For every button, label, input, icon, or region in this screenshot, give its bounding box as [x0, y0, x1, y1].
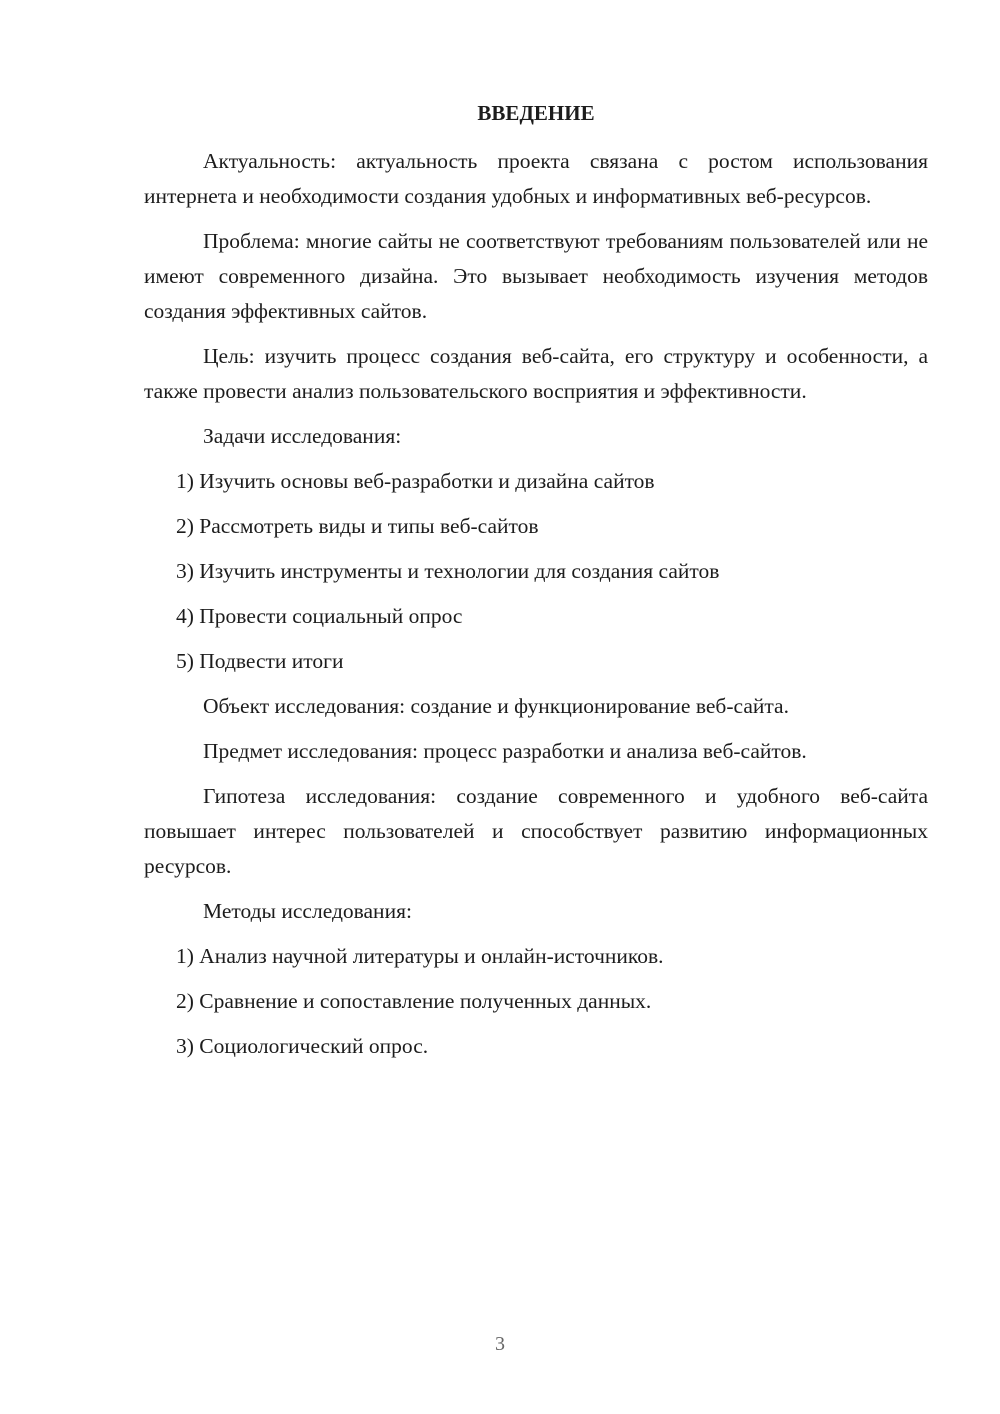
problem-paragraph: Проблема: многие сайты не соответствуют требованиям пользователей или не имеют современного дизайна. Это вызывает необходимость изучения методов создания эффективных сайтов.: [144, 229, 928, 323]
method-item: 2) Сравнение и сопоставление полученных данных.: [176, 989, 652, 1013]
methods-heading: Методы исследования:: [203, 899, 412, 923]
hypothesis-paragraph: Гипотеза исследования: создание современного и удобного веб-сайта повышает интерес пользователей и способствует развитию информационных ресурсов.: [144, 784, 928, 878]
method-item: 1) Анализ научной литературы и онлайн-источников.: [176, 944, 664, 968]
task-item: 2) Рассмотреть виды и типы веб-сайтов: [176, 514, 539, 538]
object-paragraph: Объект исследования: создание и функционирование веб-сайта.: [203, 694, 789, 718]
goal-paragraph: Цель: изучить процесс создания веб-сайта, его структуру и особенности, а также провести анализ пользовательского восприятия и эффективности.: [144, 344, 928, 403]
subject-paragraph: Предмет исследования: процесс разработки и анализа веб-сайтов.: [203, 739, 807, 763]
task-item: 3) Изучить инструменты и технологии для создания сайтов: [176, 559, 720, 583]
relevance-paragraph: Актуальность: актуальность проекта связана с ростом использования интернета и необходимости создания удобных и информативных веб-ресурсов.: [144, 149, 928, 208]
page-title: ВВЕДЕНИЕ: [477, 101, 595, 125]
task-item: 5) Подвести итоги: [176, 649, 344, 673]
task-item: 4) Провести социальный опрос: [176, 604, 463, 628]
tasks-heading: Задачи исследования:: [203, 424, 402, 448]
page-number: 3: [495, 1333, 505, 1355]
method-item: 3) Социологический опрос.: [176, 1034, 429, 1058]
document-page: [144, 96, 928, 1074]
task-item: 1) Изучить основы веб-разработки и дизайна сайтов: [176, 469, 655, 493]
